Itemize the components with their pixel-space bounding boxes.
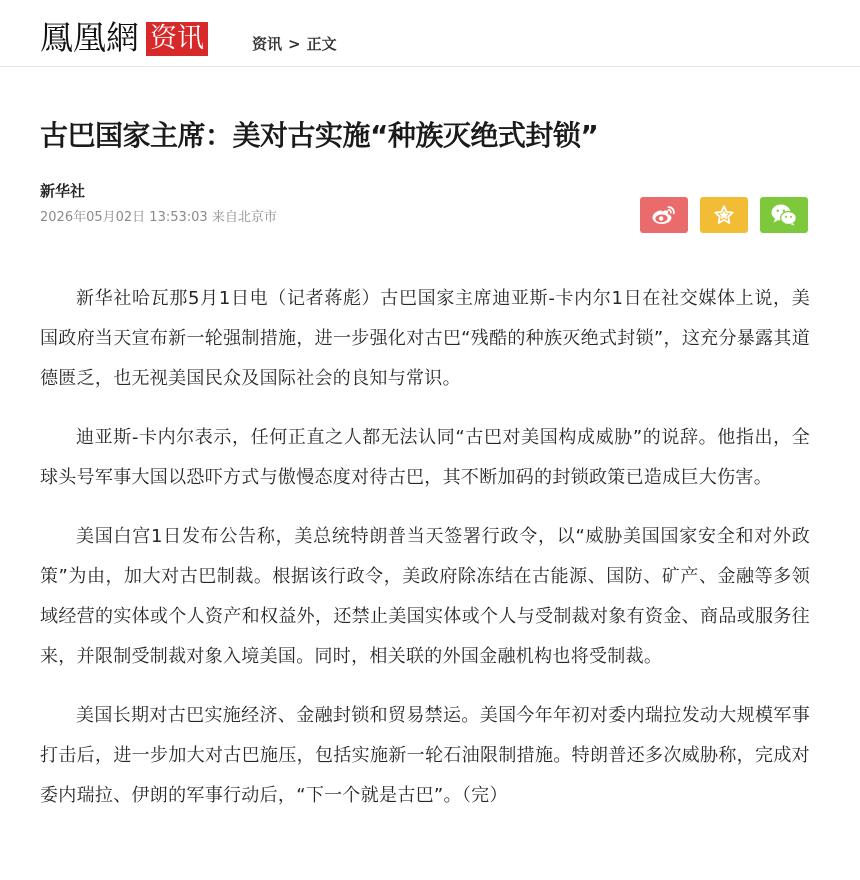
site-header [0, 0, 860, 67]
article-paragraph: 迪亚斯-卡内尔表示，任何正直之人都无法认同“古巴对美国构成威胁”的说辞。他指出，全球头号军事大国以恐吓方式与傲慢态度对待古巴，其不断加码的封锁政策已造成巨大伤害。 [40, 427, 810, 488]
article-title: 古巴国家主席：美对古实施“种族灭绝式封锁” [40, 119, 599, 152]
article-source[interactable]: 新华社 [40, 182, 86, 200]
breadcrumb [252, 33, 337, 54]
favorite-button[interactable] [700, 197, 748, 233]
share-weibo-button[interactable] [640, 197, 688, 233]
breadcrumb-current: 正文 [306, 35, 337, 53]
article-paragraph: 美国长期对古巴实施经济、金融封锁和贸易禁运。美国今年年初对委内瑞拉发动大规模军事打击后，进一步加大对古巴施压，包括实施新一轮石油限制措施。特朗普还多次威胁称，完成对委内瑞拉、伊朗的军事行动后，“下一个就是古巴”。（完） [40, 705, 810, 806]
article-meta: 2026年05月02日 13:53:03 来自北京市 [40, 210, 277, 225]
logo-channel-badge: 资讯 [146, 22, 208, 56]
weibo-icon [651, 204, 677, 226]
article-paragraph: 美国白宫1日发布公告称，美总统特朗普当天签署行政令，以“威胁美国国家安全和对外政策”为由，加大对古巴制裁。根据该行政令，美政府除冻结在古能源、国防、矿产、金融等多领域经营的实体或个人资产和权益外，还禁止美国实体或个人与受制裁对象有资金、商品或服务往来，并限制受制裁对象入境美国。同时，相关联的外国金融机构也将受制裁。 [40, 526, 810, 667]
breadcrumb-separator: > [288, 34, 301, 53]
article-paragraph: 新华社哈瓦那5月1日电（记者蒋彪）古巴国家主席迪亚斯-卡内尔1日在社交媒体上说，美国政府当天宣布新一轮强制措施，进一步强化对古巴“残酷的种族灭绝式封锁”，这充分暴露其道德匮乏，也无视美国民众及国际社会的良知与常识。 [40, 288, 810, 389]
share-wechat-button[interactable] [760, 197, 808, 233]
breadcrumb-news-link[interactable]: 资讯 [252, 35, 283, 53]
site-logo[interactable] [40, 18, 208, 58]
article-body [40, 279, 810, 835]
star-icon [713, 204, 735, 226]
wechat-icon [770, 203, 798, 227]
logo-text: 鳳凰網 [40, 18, 139, 57]
